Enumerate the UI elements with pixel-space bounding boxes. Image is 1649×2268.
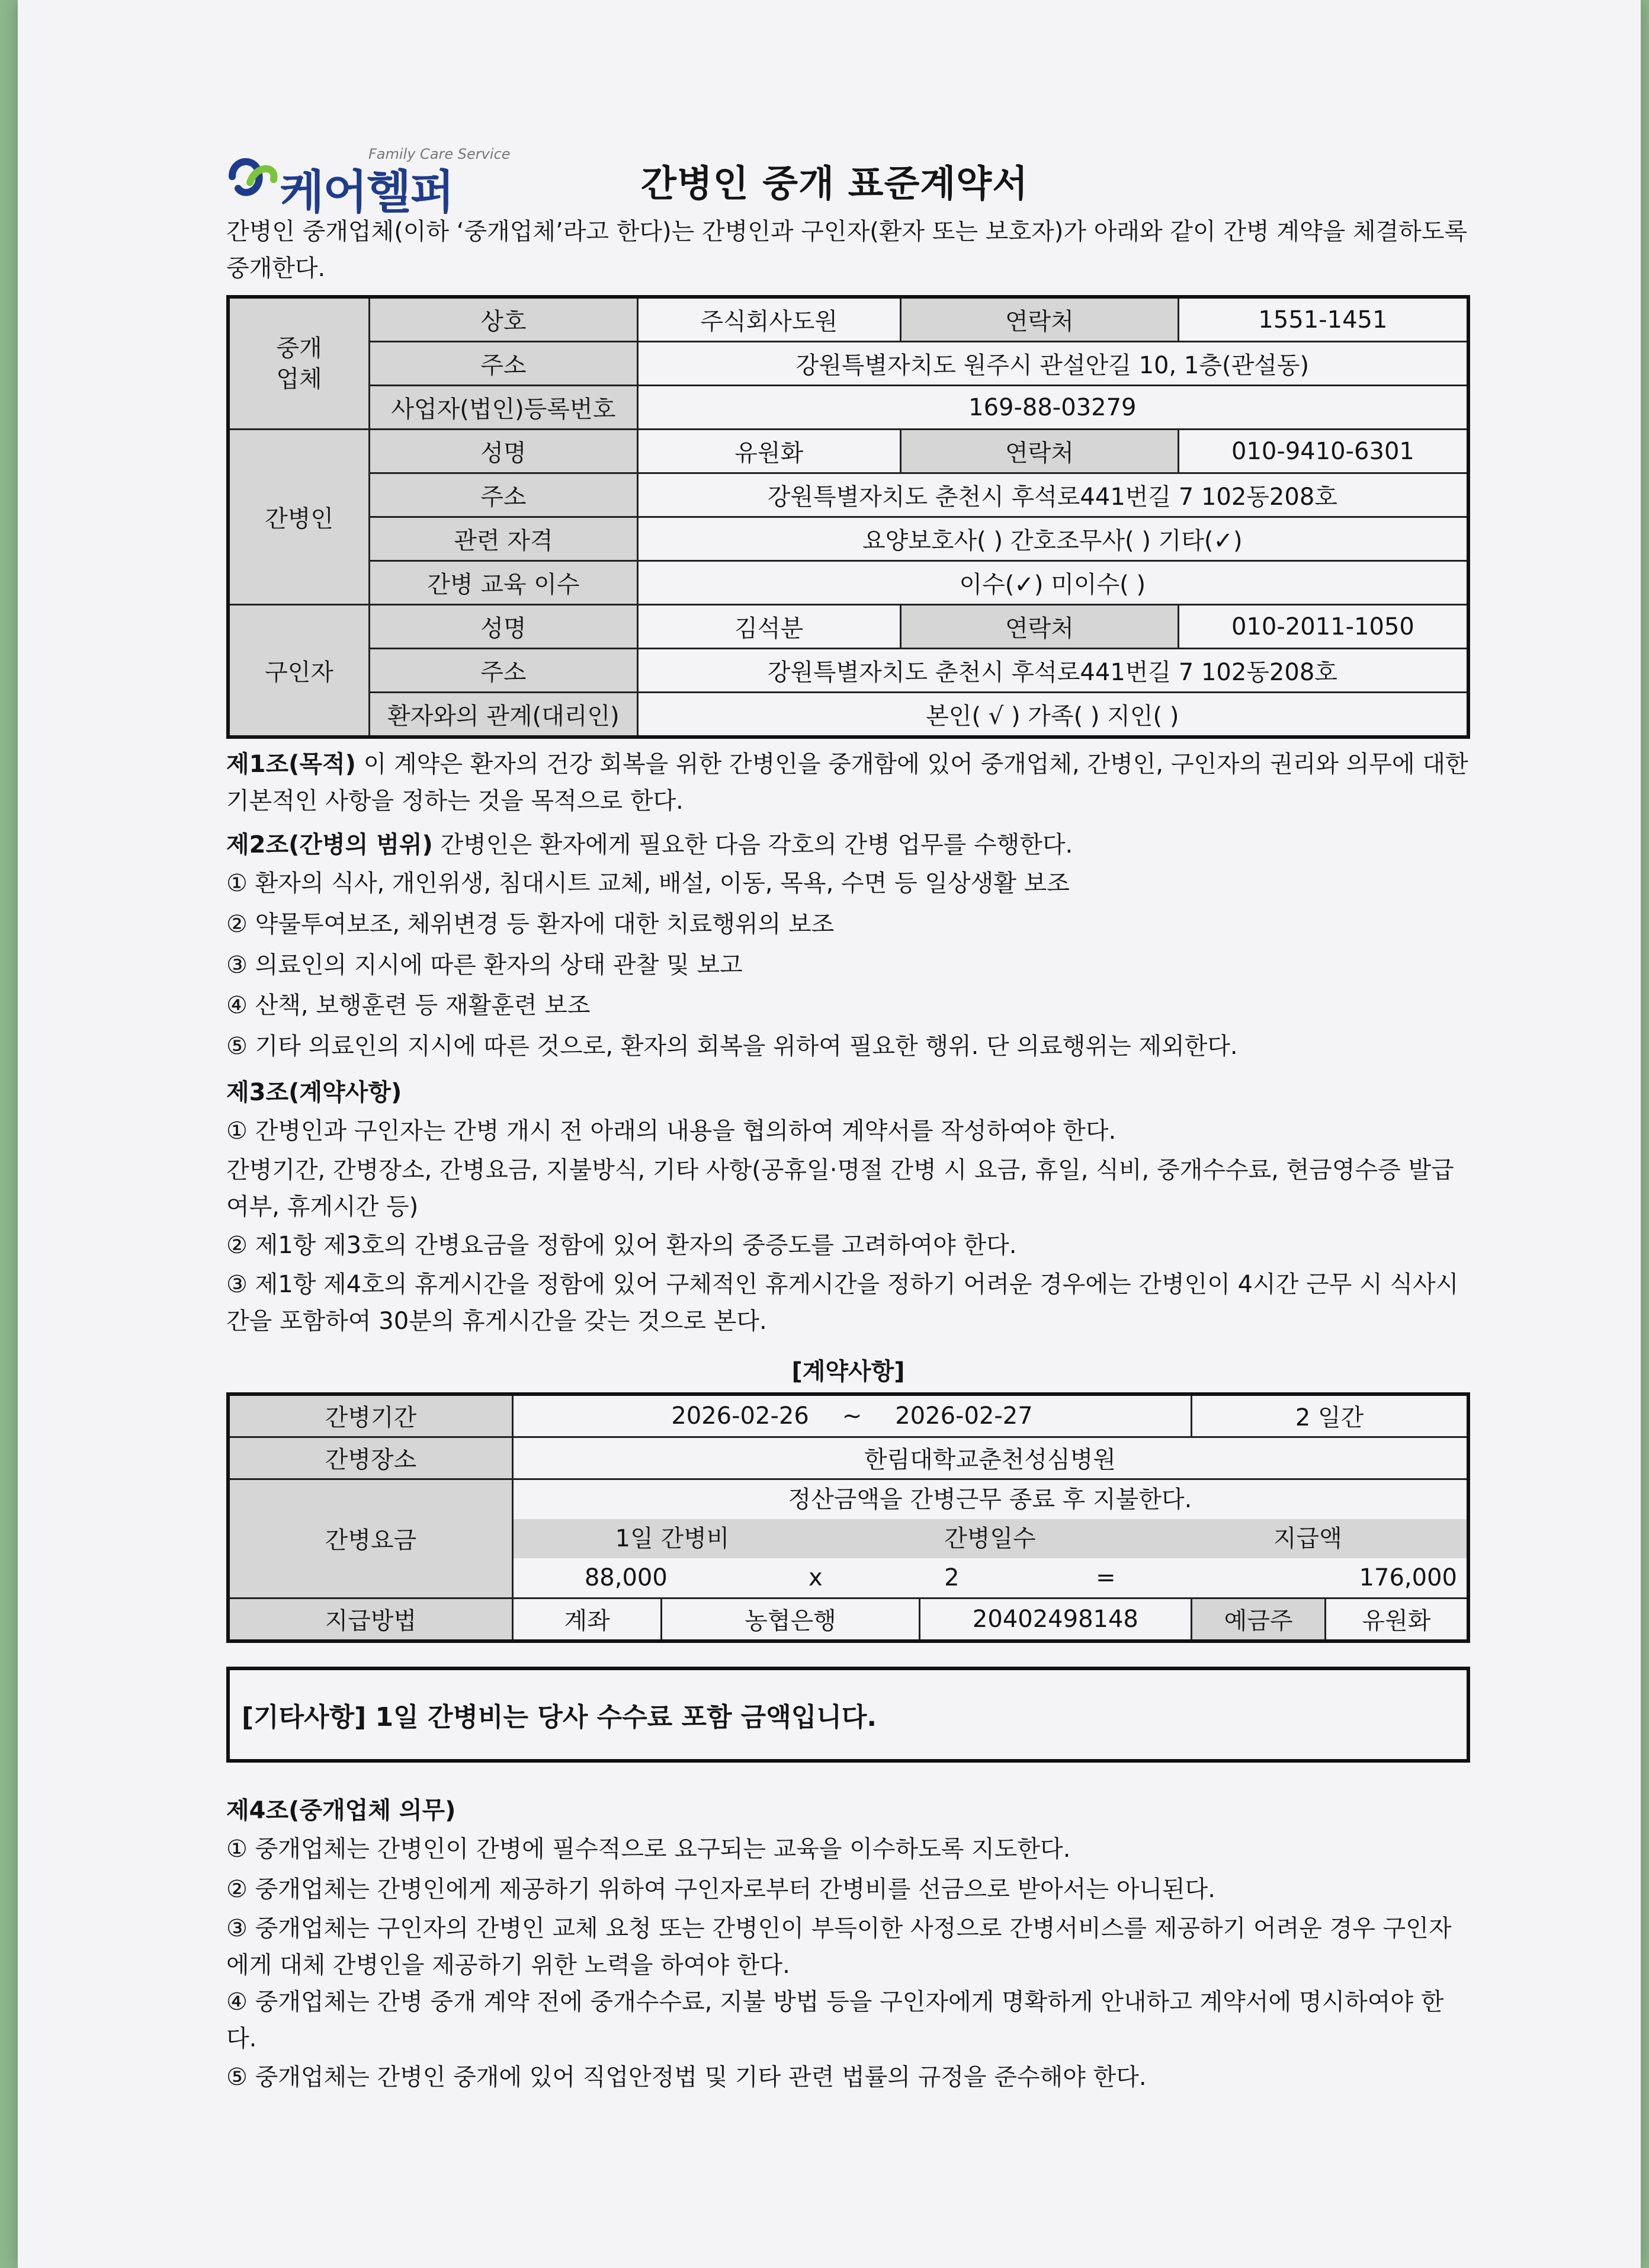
fee-label: 간병요금 <box>228 1479 512 1598</box>
document-title: 간병인 중개 표준계약서 <box>641 162 1029 205</box>
caregiver-phone-label: 연락처 <box>900 430 1178 473</box>
caregiver-edu: 이수(✓) 미이수( ) <box>637 561 1468 605</box>
company-logo <box>226 142 511 219</box>
article-2-item: ③ 의료인의 지시에 따른 환자의 상태 관찰 및 보고 <box>226 951 743 979</box>
agency-address-label: 주소 <box>370 342 638 386</box>
payment-method: 계좌 <box>512 1598 662 1641</box>
article-1-heading: 제1조(목적) <box>226 751 356 778</box>
article-4-item: ⑤ 중개업체는 간병인 중개에 있어 직업안정법 및 기타 관련 법률의 규정을 준수해야 한다. <box>226 2064 1147 2091</box>
contract-table <box>226 1392 1470 1643</box>
caregiver-name-label: 성명 <box>370 430 638 473</box>
logo-heart-icon <box>226 147 280 206</box>
equals-sign: = <box>1096 1564 1116 1591</box>
article-3-heading: 제3조(계약사항) <box>226 1078 402 1106</box>
article-4-item: ② 중개업체는 간병인에게 제공하기 위하여 구인자로부터 간병비를 선금으로 받아서는 아니된다. <box>226 1876 1215 1904</box>
days-count-label: 간병일수 <box>944 1524 1036 1552</box>
logo-tagline: Family Care Service <box>368 146 511 162</box>
payment-label: 지급방법 <box>228 1598 512 1641</box>
client-relation: 본인( √ ) 가족( ) 지인( ) <box>637 693 1468 738</box>
caregiver-address: 강원특별자치도 춘천시 후석로441번길 7 102동208호 <box>637 473 1468 517</box>
article-2-text: 간병인은 환자에게 필요한 다음 각호의 간병 업무를 수행한다. <box>432 831 1073 858</box>
other-notes-box: [기타사항] 1일 간병비는 당사 수수료 포함 금액입니다. <box>226 1667 1470 1763</box>
period-end: 2026-02-27 <box>895 1402 1033 1430</box>
place-value: 한림대학교춘천성심병원 <box>512 1437 1468 1479</box>
client-relation-label: 환자와의 관계(대리인) <box>370 693 638 738</box>
article-4-item: ① 중개업체는 간병인이 간병에 필수적으로 요구되는 교육을 이수하도록 지도한다. <box>226 1835 1071 1863</box>
article-3-item: ③ 제1항 제4호의 휴게시간을 정함에 있어 구체적인 휴게시간을 정하기 어려운 경우에는 간병인이 4시간 근무 시 식사시간을 포함하여 30분의 휴게시간을 갖는 것으로 본다. <box>226 1270 1459 1335</box>
caregiver-name: 유원화 <box>637 430 900 473</box>
total-label: 지급액 <box>1273 1524 1342 1552</box>
article-2-item: ④ 산책, 보행훈련 등 재활훈련 보조 <box>226 992 591 1020</box>
parties-table <box>226 295 1470 739</box>
document-header <box>226 142 1470 219</box>
fee-note: 정산금액을 간병근무 종료 후 지불한다. <box>788 1485 1192 1513</box>
fee-header-row <box>514 1519 1467 1558</box>
article-2-heading: 제2조(간병의 범위) <box>226 831 433 858</box>
agency-phone-label: 연락처 <box>900 297 1178 342</box>
agency-name: 주식회사도원 <box>637 297 900 342</box>
daily-fee-label: 1일 간병비 <box>615 1524 730 1552</box>
article-1 <box>226 746 1470 819</box>
client-name: 김석분 <box>637 605 900 649</box>
total-amount: 176,000 <box>1359 1564 1457 1591</box>
place-label: 간병장소 <box>228 1437 512 1479</box>
account-holder-label: 예금주 <box>1192 1598 1326 1641</box>
caregiver-cert-label: 관련 자격 <box>370 517 638 561</box>
client-phone-label: 연락처 <box>900 605 1178 649</box>
article-3-item: ② 제1항 제3호의 간병요금을 정함에 있어 환자의 중증도를 고려하여야 한다. <box>226 1231 1017 1259</box>
caregiver-section-label: 간병인 <box>228 430 370 605</box>
client-name-label: 성명 <box>370 605 638 649</box>
document-content <box>226 142 1470 2098</box>
caregiver-cert: 요양보호사( ) 간호조무사( ) 기타(✓) <box>637 517 1468 561</box>
agency-address: 강원특별자치도 원주시 관설안길 10, 1층(관설동) <box>637 342 1468 386</box>
article-4-item: ④ 중개업체는 간병 중개 계약 전에 중개수수료, 지불 방법 등을 구인자에게 명확하게 안내하고 계약서에 명시하여야 한다. <box>226 1988 1444 2053</box>
article-3-item: ① 간병인과 구인자는 간병 개시 전 아래의 내용을 협의하여 계약서를 작성하여야 한다. <box>226 1117 1117 1145</box>
period-dates <box>512 1394 1191 1437</box>
multiply-sign: x <box>808 1564 823 1591</box>
account-holder: 유원화 <box>1325 1598 1468 1641</box>
payment-bank: 농협은행 <box>662 1598 919 1641</box>
client-address-label: 주소 <box>370 649 638 693</box>
caregiver-phone: 010-9410-6301 <box>1178 430 1468 473</box>
article-2-item: ⑤ 기타 의료인의 지시에 따른 것으로, 환자의 회복을 위하여 필요한 행위. 단 의료행위는 제외한다. <box>226 1033 1238 1061</box>
article-2 <box>226 827 1470 863</box>
fee-detail <box>512 1479 1468 1598</box>
daily-fee: 88,000 <box>584 1564 668 1591</box>
period-days: 2 일간 <box>1192 1394 1468 1437</box>
period-start: 2026-02-26 <box>671 1402 809 1430</box>
contract-title: [계약사항] <box>791 1357 905 1385</box>
article-4-item: ③ 중개업체는 구인자의 간병인 교체 요청 또는 간병인이 부득이한 사정으로 간병서비스를 제공하기 어려운 경우 구인자에게 대체 간병인을 제공하기 위한 노력을 하여야 한다. <box>226 1915 1452 1979</box>
intro-paragraph: 간병인 중개업체(이하 ‘중개업체’라고 한다)는 간병인과 구인자(환자 또는 보호자)가 아래와 같이 간병 계약을 체결하도록 중개한다. <box>226 218 1468 282</box>
days-count: 2 <box>944 1564 960 1591</box>
fee-calc-row <box>514 1558 1467 1597</box>
caregiver-address-label: 주소 <box>370 473 638 517</box>
client-phone: 010-2011-1050 <box>1178 605 1468 649</box>
period-label: 간병기간 <box>228 1394 512 1437</box>
logo-brand: 케어헬퍼 <box>280 166 454 219</box>
agency-reg-label: 사업자(법인)등록번호 <box>370 386 638 430</box>
payment-account: 20402498148 <box>919 1598 1192 1641</box>
article-4-heading: 제4조(중개업체 의무) <box>226 1796 456 1824</box>
article-1-text: 이 계약은 환자의 건강 회복을 위한 간병인을 중개함에 있어 중개업체, 간병인, 구인자의 권리와 의무에 대한 기본적인 사항을 정하는 것을 목적으로 한다. <box>226 751 1468 815</box>
caregiver-edu-label: 간병 교육 이수 <box>370 561 638 605</box>
fee-note-row <box>514 1480 1467 1519</box>
period-tilde: ~ <box>842 1402 862 1430</box>
article-2-item: ② 약물투여보조, 체위변경 등 환자에 대한 치료행위의 보조 <box>226 910 835 938</box>
client-section-label: 구인자 <box>228 605 370 738</box>
article-3-item: 간병기간, 간병장소, 간병요금, 지불방식, 기타 사항(공휴일·명절 간병 시 요금, 휴일, 식비, 중개수수료, 현금영수증 발급 여부, 휴게시간 등) <box>226 1156 1454 1221</box>
agency-phone: 1551-1451 <box>1178 297 1468 342</box>
agency-reg-number: 169-88-03279 <box>637 386 1468 430</box>
client-address: 강원특별자치도 춘천시 후석로441번길 7 102동208호 <box>637 649 1468 693</box>
agency-section-label: 중개 업체 <box>228 297 370 430</box>
agency-name-label: 상호 <box>370 297 638 342</box>
article-2-item: ① 환자의 식사, 개인위생, 침대시트 교체, 배설, 이동, 목욕, 수면 등 일상생활 보조 <box>226 870 1070 897</box>
document-sheet <box>18 0 1641 2268</box>
